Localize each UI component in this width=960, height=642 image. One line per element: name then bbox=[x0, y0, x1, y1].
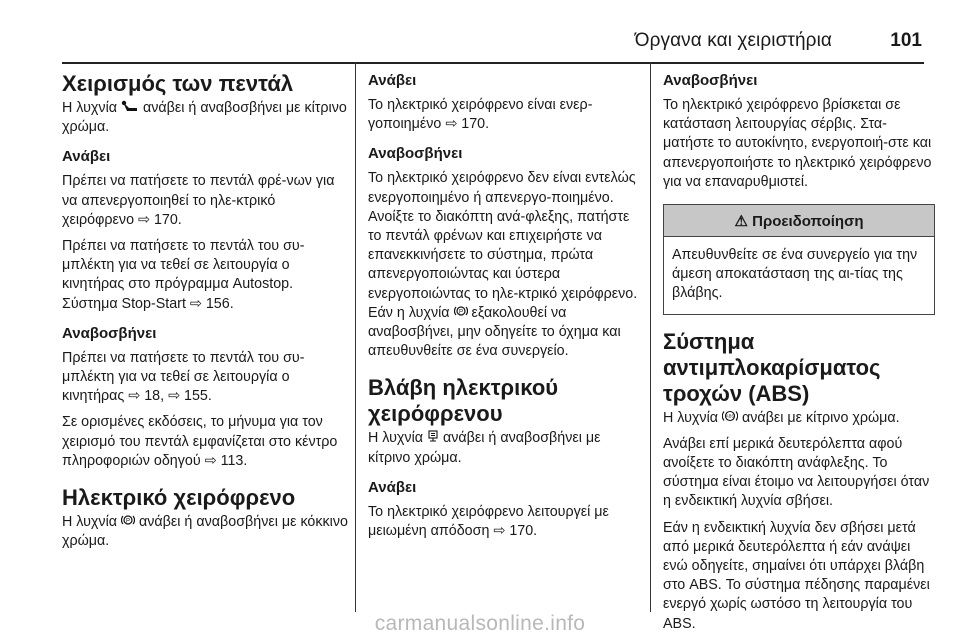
subheading-flash: Αναβοσβήνει bbox=[663, 72, 758, 89]
subheading-on: Ανάβει bbox=[368, 72, 417, 89]
svg-text:P: P bbox=[126, 518, 131, 525]
paragraph-fault-intro: Η λυχνία ανάβει ή αναβοσβήνει με κίτρινο χρώμα. bbox=[368, 430, 601, 466]
parking-brake-icon bbox=[121, 513, 135, 532]
brake-fault-icon bbox=[427, 429, 439, 448]
paragraph-flash: Το ηλεκτρικό χειρόφρενο δεν είναι εντελώς ενεργοποιημένο ή απενεργο-ποιημένο. Ανοίξτε το διακόπτη ανά-φλεξης, πατήστε το πεντάλ φρένων και επιχειρήστε να επανεκκινήσετε το σύστημα, πρώτα απενεργοποιώντας και ύστερα ενεργοποιώντας το ηλε-κτρικό χειρόφρενο. Εάν η λυχνία P εξακολουθεί να αναβοσβήνει, μην οδηγείτε το όχημα και απευθυνθείτε σε ένα συνεργείο. bbox=[368, 170, 638, 360]
column-2 bbox=[368, 62, 638, 612]
column-1 bbox=[62, 62, 350, 612]
subheading-flash: Αναβοσβήνει bbox=[62, 324, 157, 342]
parking-brake-icon bbox=[454, 304, 468, 323]
warning-title: Προειδοποίηση bbox=[752, 213, 864, 231]
paragraph: Εάν η ενδεικτική λυχνία δεν σβήσει μετά από μερικά δευτερόλεπτα ή εάν ανάψει ενώ οδηγείτε, σημαίνει ότι υπάρχει βλάβη στο ABS. Το σύστημα πέδησης παραμένει ενεργό χωρίς ωστόσο τη λειτουργία του ABS. bbox=[663, 519, 930, 632]
abs-icon bbox=[722, 409, 738, 428]
svg-text:ABS: ABS bbox=[725, 413, 735, 419]
pedal-icon bbox=[121, 99, 139, 118]
column-divider bbox=[355, 62, 356, 612]
paragraph: Πρέπει να πατήσετε το πεντάλ του συ-μπλέκτη για να τεθεί σε λειτουργία ο κινητήρας στο πρόγραμμα Autostop. Σύστημα Stop-Start ⇨ 156. bbox=[62, 238, 305, 312]
page-header bbox=[62, 22, 924, 64]
subheading-on: Ανάβει bbox=[62, 148, 111, 166]
heading-abs: Σύστημα αντιμπλοκαρίσματος τροχών (ABS) bbox=[663, 328, 881, 406]
warning-triangle-icon: ⚠ bbox=[734, 213, 748, 231]
heading-ebrake-fault: Βλάβη ηλεκτρικού χειρόφρενου bbox=[368, 375, 559, 427]
heading-pedal-operation: Χειρισμός των πεντάλ bbox=[62, 71, 294, 96]
page-number: 101 bbox=[890, 30, 922, 51]
subheading-on: Ανάβει bbox=[368, 478, 417, 496]
paragraph: Σε ορισμένες εκδόσεις, το μήνυμα για τον χειρισμό του πεντάλ εμφανίζεται στο κέντρο πληροφοριών οδηγού ⇨ 113. bbox=[62, 414, 338, 469]
heading-electric-parking-brake: Ηλεκτρικό χειρόφρενο bbox=[62, 485, 296, 511]
paragraph: Πρέπει να πατήσετε το πεντάλ φρέ-νων για να απενεργοποιηθεί το ηλε-κτρικό χειρόφρενο ⇨ 170. bbox=[62, 173, 335, 228]
column-divider bbox=[650, 62, 651, 612]
subheading-flash: Αναβοσβήνει bbox=[368, 145, 463, 163]
warning-text: Απευθυνθείτε σε ένα συνεργείο για την άμεση αποκατάσταση της αι-τίας της βλάβης. bbox=[672, 247, 918, 302]
paragraph-abs-intro: Η λυχνία ABS ανάβει με κίτρινο χρώμα. bbox=[663, 409, 935, 428]
warning-header bbox=[664, 205, 934, 237]
page-title: Όργανα και χειριστήρια bbox=[634, 30, 832, 51]
paragraph: Πρέπει να πατήσετε το πεντάλ του συ-μπλέκτη για να τεθεί σε λειτουργία ο κινητήρας ⇨ 18, ⇨ 155. bbox=[62, 349, 305, 405]
paragraph-ebrake-intro: Η λυχνία P ανάβει ή αναβοσβήνει με κόκκινο χρώμα. bbox=[62, 514, 348, 550]
paragraph: Το ηλεκτρικό χειρόφρενο λειτουργεί με μειωμένη απόδοση ⇨ 170. bbox=[368, 503, 609, 540]
svg-text:P: P bbox=[458, 309, 463, 316]
warning-box bbox=[663, 204, 935, 315]
watermark: carmanualsonline.info bbox=[374, 612, 586, 635]
column-3 bbox=[663, 62, 935, 632]
paragraph-pedal-intro: Η λυχνία ανάβει ή αναβοσβήνει με κίτρινο χρώμα. bbox=[62, 100, 347, 136]
paragraph: Το ηλεκτρικό χειρόφρενο είναι ενερ-γοποιημένο ⇨ 170. bbox=[368, 97, 593, 133]
paragraph: Το ηλεκτρικό χειρόφρενο βρίσκεται σε κατάσταση λειτουργίας σέρβις. Στα-ματήστε το αυτοκίνητο, ενεργοποιή-στε και απενεργοποιήστε το ηλεκτρικό χειρόφρενο για να επαναρυθμιστεί. bbox=[663, 97, 932, 190]
paragraph: Ανάβει επί μερικά δευτερόλεπτα αφού ανοίξετε το διακόπτη ανάφλεξης. Το σύστημα είναι έτοιμο να λειτουργήσει όταν η ενδεικτική λυχνία σβήσει. bbox=[663, 435, 930, 510]
